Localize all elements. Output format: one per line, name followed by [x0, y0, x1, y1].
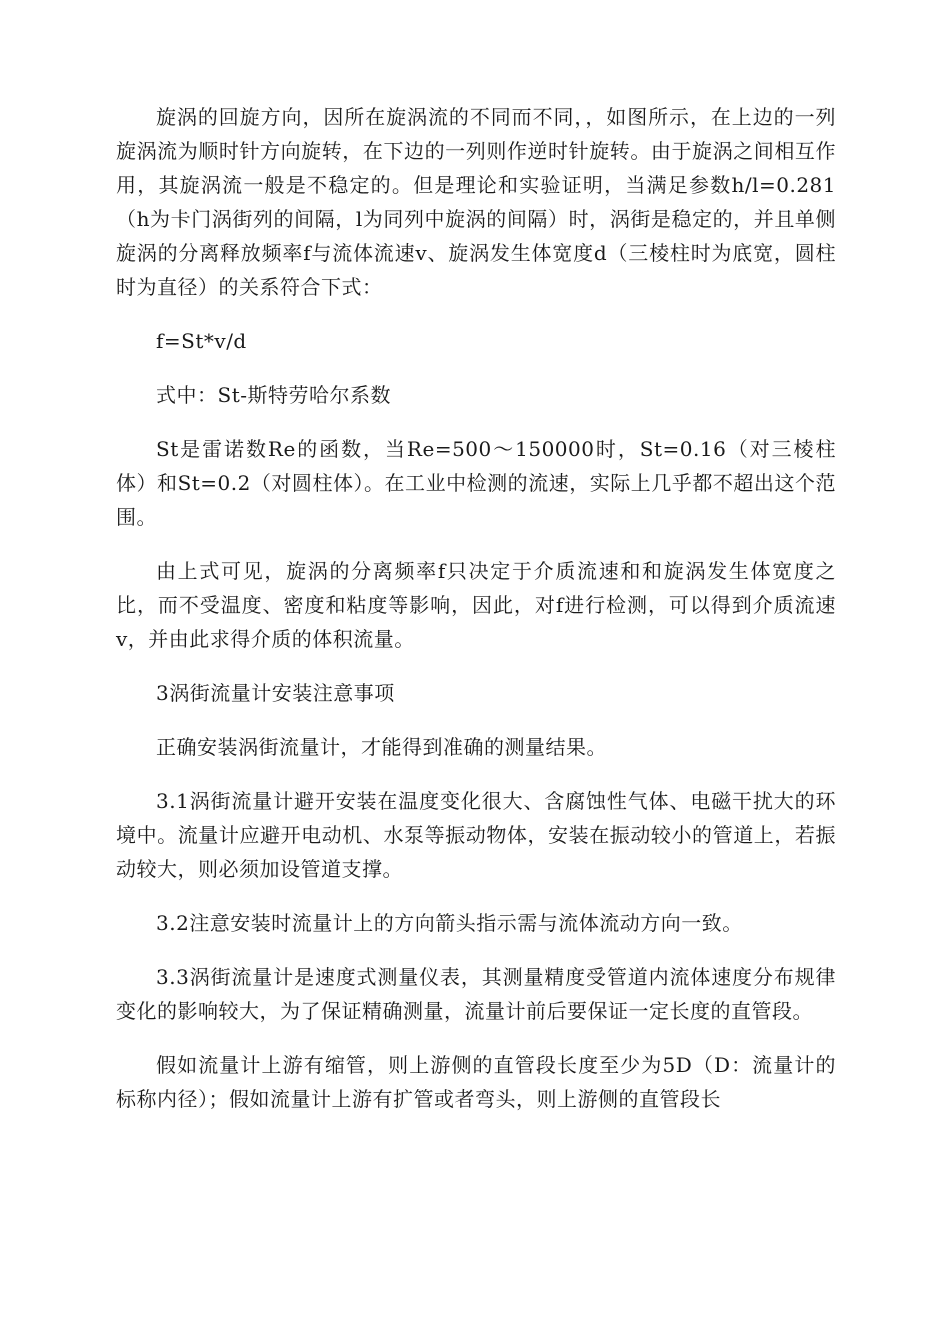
formula-legend: 式中：St-斯特劳哈尔系数	[156, 383, 391, 407]
section-heading-installation: 3涡街流量计安装注意事项	[156, 681, 395, 705]
document-page	[116, 100, 836, 1136]
paragraph-item-3-3: 3.3涡街流量计是速度式测量仪表，其测量精度受管道内流体速度分布规律变化的影响较大，为了保证精确测量，流量计前后要保证一定长度的直管段。	[116, 965, 836, 1023]
paragraph-straight-pipe: 假如流量计上游有缩管，则上游侧的直管段长度至少为5D（D：流量计的标称内径）；假如流量计上游有扩管或者弯头，则上游侧的直管段长	[116, 1053, 836, 1111]
paragraph-vortex-direction: 旋涡的回旋方向，因所在旋涡流的不同而不同，，如图所示，在上边的一列旋涡流为顺时针方向旋转，在下边的一列则作逆时针旋转。由于旋涡之间相互作用，其旋涡流一般是不稳定的。但是理论和实验证明，当满足参数h/l=0.281（h为卡门涡街列的间隔，l为同列中旋涡的间隔）时，涡街是稳定的，并且单侧旋涡的分离释放频率f与流体流速v、旋涡发生体宽度d（三棱柱时为底宽，圆柱时为直径）的关系符合下式：	[116, 105, 836, 299]
paragraph-item-3-2: 3.2注意安装时流量计上的方向箭头指示需与流体流动方向一致。	[156, 911, 743, 935]
paragraph-strouhal: St是雷诺数Re的函数，当Re=500～150000时，St=0.16（对三棱柱体）和St=0.2（对圆柱体）。在工业中检测的流速，实际上几乎都不超出这个范围。	[116, 437, 836, 529]
paragraph-item-3-1: 3.1涡街流量计避开安装在温度变化很大、含腐蚀性气体、电磁干扰大的环境中。流量计应避开电动机、水泵等振动物体，安装在振动较小的管道上，若振动较大，则必须加设管道支撑。	[116, 789, 836, 881]
paragraph-frequency-dependence: 由上式可见，旋涡的分离频率f只决定于介质流速和和旋涡发生体宽度之比，而不受温度、密度和粘度等影响，因此，对f进行检测，可以得到介质流速v，并由此求得介质的体积流量。	[116, 559, 836, 651]
paragraph-installation-intro: 正确安装涡街流量计，才能得到准确的测量结果。	[156, 735, 607, 759]
formula-frequency: f=St*v/d	[156, 329, 247, 353]
